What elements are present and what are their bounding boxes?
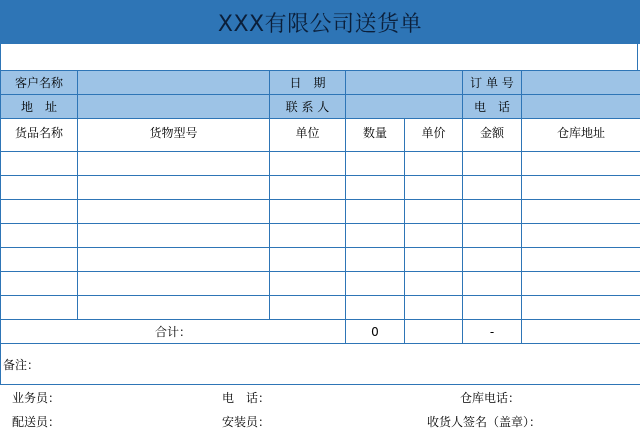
table-cell[interactable] [522, 176, 640, 200]
notes-row [1, 344, 640, 385]
table-cell[interactable] [78, 272, 270, 296]
table-cell[interactable] [463, 248, 522, 272]
totals-row [1, 320, 640, 344]
address-value[interactable] [78, 95, 270, 119]
table-row [1, 272, 640, 296]
address-label: 地 址 [1, 95, 78, 119]
table-cell[interactable] [346, 248, 405, 272]
table-cell[interactable] [405, 272, 463, 296]
blank-row [0, 44, 638, 70]
table-row [1, 200, 640, 224]
totals-label: 合计： [1, 320, 346, 344]
column-header: 金额 [463, 119, 522, 152]
table-cell[interactable] [405, 296, 463, 320]
table-cell[interactable] [346, 152, 405, 176]
table-cell[interactable] [346, 224, 405, 248]
table-cell[interactable] [405, 248, 463, 272]
table-cell[interactable] [522, 296, 640, 320]
table-cell[interactable] [78, 224, 270, 248]
table-cell[interactable] [270, 152, 346, 176]
title-bar [0, 0, 640, 44]
table-cell[interactable] [346, 200, 405, 224]
header-row-1 [1, 71, 640, 95]
phone-value[interactable] [522, 95, 640, 119]
installer-label: 安装员： [222, 415, 271, 429]
table-cell[interactable] [463, 152, 522, 176]
column-header: 单位 [270, 119, 346, 152]
table-cell[interactable] [522, 224, 640, 248]
table-cell[interactable] [270, 272, 346, 296]
delivery-table [0, 70, 640, 385]
table-cell[interactable] [346, 272, 405, 296]
table-cell[interactable] [522, 272, 640, 296]
table-cell[interactable] [270, 296, 346, 320]
table-cell[interactable] [346, 176, 405, 200]
table-cell[interactable] [1, 296, 78, 320]
receiver-signature-label: 收货人签名（盖章）： [427, 415, 542, 429]
header-row-2 [1, 95, 640, 119]
table-cell[interactable] [1, 152, 78, 176]
footer-phone-label: 电 话： [222, 391, 271, 405]
column-header: 货品名称 [1, 119, 78, 152]
table-cell[interactable] [405, 176, 463, 200]
table-cell[interactable] [522, 200, 640, 224]
table-cell[interactable] [78, 200, 270, 224]
contact-value[interactable] [346, 95, 463, 119]
order-label: 订 单 号 [463, 71, 522, 95]
customer-value[interactable] [78, 71, 270, 95]
notes-field[interactable]: 备注： [1, 344, 640, 385]
column-header-row [1, 119, 640, 152]
table-cell[interactable] [78, 248, 270, 272]
table-cell[interactable] [78, 176, 270, 200]
salesperson-label: 业务员： [12, 391, 61, 405]
table-cell[interactable] [78, 152, 270, 176]
table-cell[interactable] [1, 200, 78, 224]
table-cell[interactable] [270, 248, 346, 272]
date-label: 日 期 [270, 71, 346, 95]
table-row [1, 176, 640, 200]
table-row [1, 296, 640, 320]
table-cell[interactable] [1, 272, 78, 296]
table-cell[interactable] [78, 296, 270, 320]
table-cell[interactable] [463, 296, 522, 320]
table-row [1, 224, 640, 248]
table-cell[interactable] [522, 248, 640, 272]
totals-unit-price [405, 320, 463, 344]
totals-quantity: 0 [346, 320, 405, 344]
table-cell[interactable] [463, 224, 522, 248]
table-cell[interactable] [463, 272, 522, 296]
table-cell[interactable] [346, 296, 405, 320]
totals-amount: - [463, 320, 522, 344]
delivery-label: 配送员： [12, 415, 61, 429]
table-row [1, 248, 640, 272]
table-cell[interactable] [1, 224, 78, 248]
page-title: XXX有限公司送货单 [217, 11, 423, 37]
table-cell[interactable] [463, 176, 522, 200]
table-cell[interactable] [463, 200, 522, 224]
warehouse-phone-label: 仓库电话： [460, 391, 521, 405]
customer-label: 客户名称 [1, 71, 78, 95]
order-value[interactable] [522, 71, 640, 95]
table-cell[interactable] [270, 224, 346, 248]
table-cell[interactable] [270, 176, 346, 200]
table-cell[interactable] [1, 176, 78, 200]
item-rows [1, 152, 640, 320]
table-cell[interactable] [1, 248, 78, 272]
table-row [1, 152, 640, 176]
table-cell[interactable] [522, 152, 640, 176]
phone-label: 电 话 [463, 95, 522, 119]
contact-label: 联 系 人 [270, 95, 346, 119]
totals-warehouse [522, 320, 640, 344]
table-cell[interactable] [405, 152, 463, 176]
table-cell[interactable] [405, 224, 463, 248]
column-header: 数量 [346, 119, 405, 152]
date-value[interactable] [346, 71, 463, 95]
table-cell[interactable] [405, 200, 463, 224]
column-header: 货物型号 [78, 119, 270, 152]
table-cell[interactable] [270, 200, 346, 224]
column-header: 单价 [405, 119, 463, 152]
column-header: 仓库地址 [522, 119, 640, 152]
